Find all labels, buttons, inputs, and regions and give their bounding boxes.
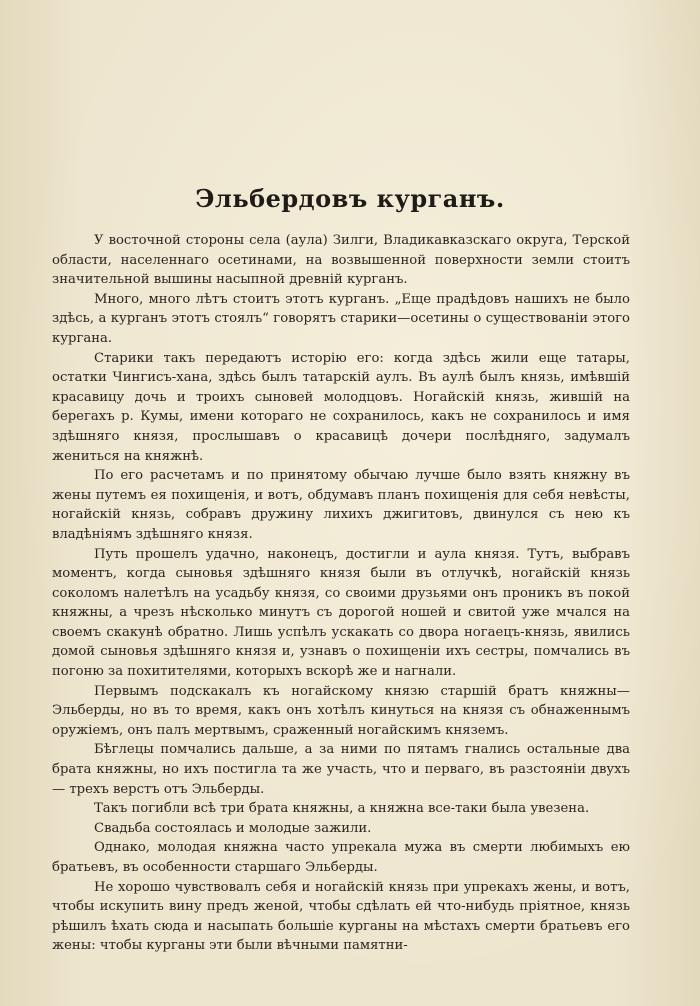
paragraph-1: У восточной стороны села (аула) Зилги, Владикавказскаго округа, Терской области, населеннаго осетинами, на возвышенной поверхности земли стоитъ значительной вышины насыпной древній курганъ. (52, 233, 630, 288)
paragraph-6: Первымъ подскакалъ къ ногайскому князю старшій братъ княжны—Эльберды, но въ то время, какъ онъ хотѣлъ кинуться на князя съ обнаженнымъ оружіемъ, онъ палъ мертвымъ, сраженный ногайскимъ княземъ. (52, 683, 630, 738)
paragraph-3: Старики такъ передаютъ исторію его: когда здѣсь жили еще татары, остатки Чингисъ-хана, здѣсь былъ татарскій аулъ. Въ аулѣ былъ князь, имѣвшій красавицу дочь и троихъ сыновей молодцовъ. Ногайскій князь, жившій на берегахъ р. Кумы, имени котораго не сохранилось, какъ не сохранилось и имя здѣшняго князя, прослышавъ о красавицѣ дочери послѣдняго, задумалъ жениться на княжнѣ. (52, 350, 630, 464)
page-title: Эльбердовъ курганъ. (195, 184, 505, 213)
paragraph-8: Такъ погибли всѣ три брата княжны, а княжна все-таки была увезена. (94, 801, 590, 817)
body-text (52, 231, 630, 956)
paragraph-7: Бѣглецы помчались дальше, а за ними по пятамъ гнались остальные два брата княжны, но ихъ постигла та же участь, что и перваго, въ разстояніи двухъ— трехъ верстъ отъ Эльберды. (52, 742, 630, 797)
paragraph-10: Однако, молодая княжна часто упрекала мужа въ смерти любимыхъ ею братьевъ, въ особенности старшаго Эльберды. (52, 840, 630, 875)
paragraph-5: Путь прошелъ удачно, наконецъ, достигли и аула князя. Тутъ, выбравъ моментъ, когда сыновья здѣшняго князя были въ отлучкѣ, ногайскій князь соколомъ налетѣлъ на усадьбу князя, со своими друзьями онъ проникъ въ покой княжны, а чрезъ нѣсколько минутъ съ дорогой ношей и свитой уже мчался на своемъ скакунѣ обратно. Лишь успѣлъ ускакать со двора ногаецъ-князь, явились домой сыновья здѣшняго князя и, узнавъ о похищеніи ихъ сестры, помчались въ погоню за похитителями, которыхъ вскорѣ же и нагнали. (52, 546, 630, 680)
paragraph-9: Свадьба состоялась и молодые зажили. (94, 820, 372, 836)
paragraph-4: По его расчетамъ и по принятому обычаю лучше было взять княжну въ жены путемъ ея похищенія, и вотъ, обдумавъ планъ похищенія для себя невѣсты, ногайскій князь, собравъ дружину лихихъ джигитовъ, двинулся съ нею къ владѣніямъ здѣшняго князя. (52, 468, 630, 542)
paragraph-2: Много, много лѣтъ стоитъ этотъ курганъ. „Еще прадѣдовъ нашихъ не было здѣсь, а курганъ этотъ стоялъ“ говорятъ старики—осетины о существованіи этого кургана. (52, 291, 630, 346)
paragraph-11: Не хорошо чувствовалъ себя и ногайскій князь при упрекахъ жены, и вотъ, чтобы искупить вину предъ женой, чтобы сдѣлать ей что-нибудь пріятное, князь рѣшилъ ѣхать сюда и насыпать большіе курганы на мѣстахъ смерти братьевъ его жены: чтобы курганы эти были вѣчными памятни- (52, 879, 630, 954)
